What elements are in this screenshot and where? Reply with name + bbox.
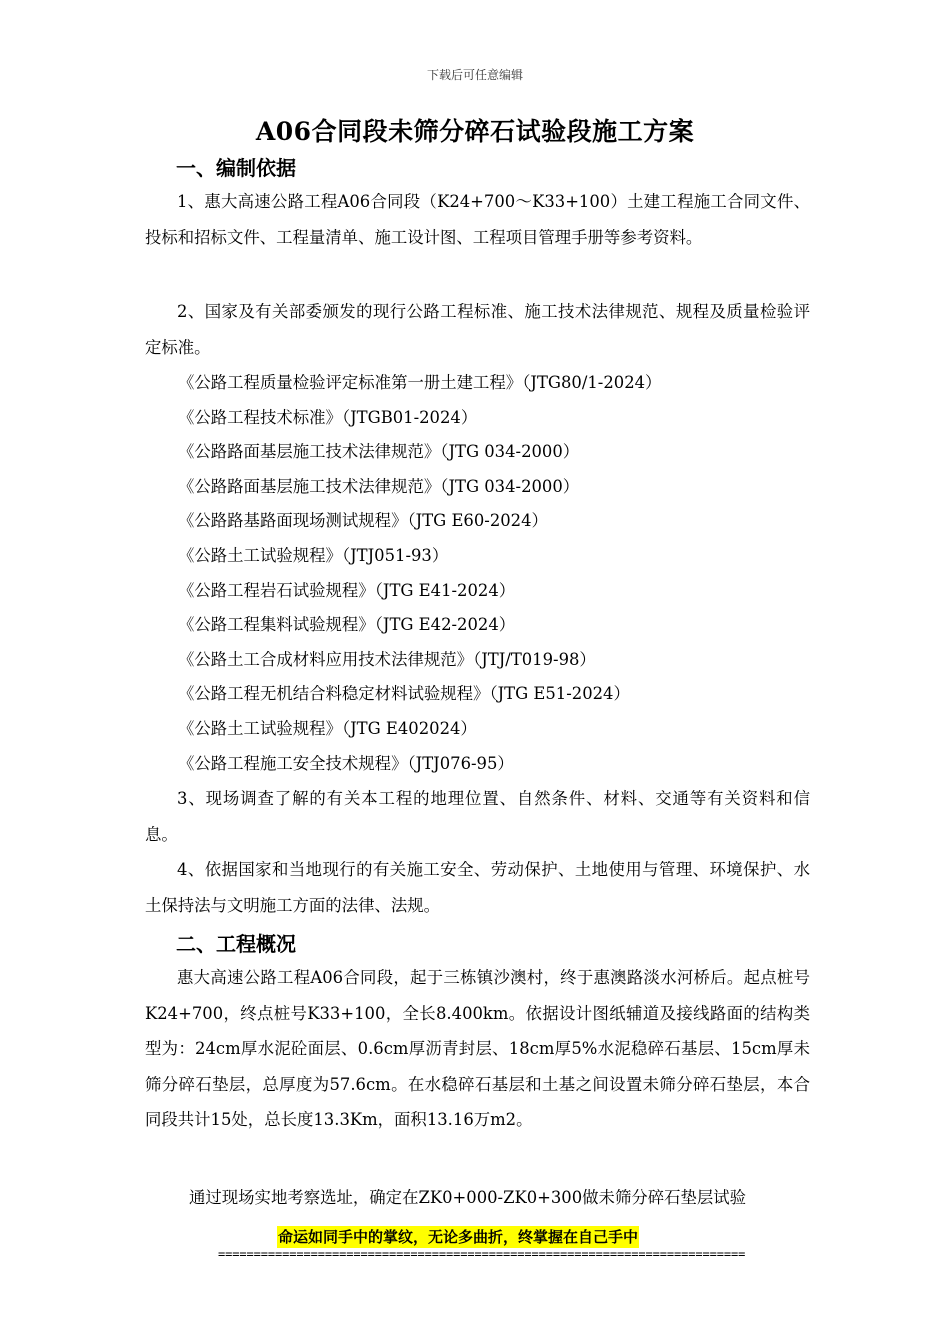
footer-divider: ========================================================================== [218,1247,746,1261]
standard-item: 《公路土工试验规程》（JTG E402024） [178,718,477,738]
section-heading-overview: 二、工程概况 [176,932,296,956]
footer-slogan: 命运如同手中的掌纹，无论多曲折，终掌握在自己手中 [278,1228,639,1246]
standard-item: 《公路土工合成材料应用技术法律规范》（JTJ/T019-98） [178,649,596,669]
paragraph-basis-3: 3、现场调查了解的有关本工程的地理位置、自然条件、材料、交通等有关资料和信息。 [145,789,810,844]
paragraph-basis-4: 4、依据国家和当地现行的有关施工安全、劳动保护、土地使用与管理、环境保护、水土保持法与文明施工方面的法律、法规。 [145,860,810,915]
standard-item: 《公路工程技术标准》（JTGB01-2024） [178,407,478,427]
standard-item: 《公路工程质量检验评定标准第一册土建工程》（JTG80/1-2024） [178,373,662,392]
standard-item: 《公路工程集料试验规程》（JTG E42-2024） [178,615,516,635]
paragraph-overview-2: 通过现场实地考察选址，确定在ZK0+000-ZK0+300做未筛分碎石垫层试验 [189,1188,747,1207]
standards-list [178,366,661,781]
paragraph-basis-1: 1、惠大高速公路工程A06合同段（K24+700～K33+100）土建工程施工合同文件、投标和招标文件、工程量清单、施工设计图、工程项目管理手册等参考资料。 [145,192,810,247]
section-heading-basis: 一、编制依据 [176,156,296,180]
document-title: A06合同段未筛分碎石试验段施工方案 [255,117,695,146]
header-note: 下载后可任意编辑 [426,68,523,82]
standard-item: 《公路路面基层施工技术法律规范》（JTG 034-2000） [178,476,580,496]
standard-item: 《公路工程施工安全技术规程》（JTJ076-95） [178,753,514,773]
standard-item: 《公路路面基层施工技术法律规范》（JTG 034-2000） [178,442,580,462]
paragraph-overview-1: 惠大高速公路工程A06合同段，起于三栋镇沙澳村，终于惠澳路淡水河桥后。起点桩号K24+700，终点桩号K33+100，全长8.400km。依据设计图纸辅道及接线路面的结构类型为：24cm厚水泥砼面层、0.6cm厚沥青封层、18cm厚5%水泥稳碎石基层、15cm厚未筛分碎石垫层，总厚度为57.6cm。在水稳碎石基层和土基之间设置未筛分碎石垫层，本合同段共计15处，总长度13.3Km，面积13.16万m2。 [145,968,810,1129]
standard-item: 《公路工程无机结合料稳定材料试验规程》（JTG E51-2024） [178,684,630,704]
standard-item: 《公路路基路面现场测试规程》（JTG E60-2024） [178,511,548,531]
paragraph-basis-2: 2、国家及有关部委颁发的现行公路工程标准、施工技术法律规范、规程及质量检验评定标准。 [145,302,810,357]
standard-item: 《公路工程岩石试验规程》（JTG E41-2024） [178,580,516,600]
standard-item: 《公路土工试验规程》（JTJ051-93） [178,545,449,565]
